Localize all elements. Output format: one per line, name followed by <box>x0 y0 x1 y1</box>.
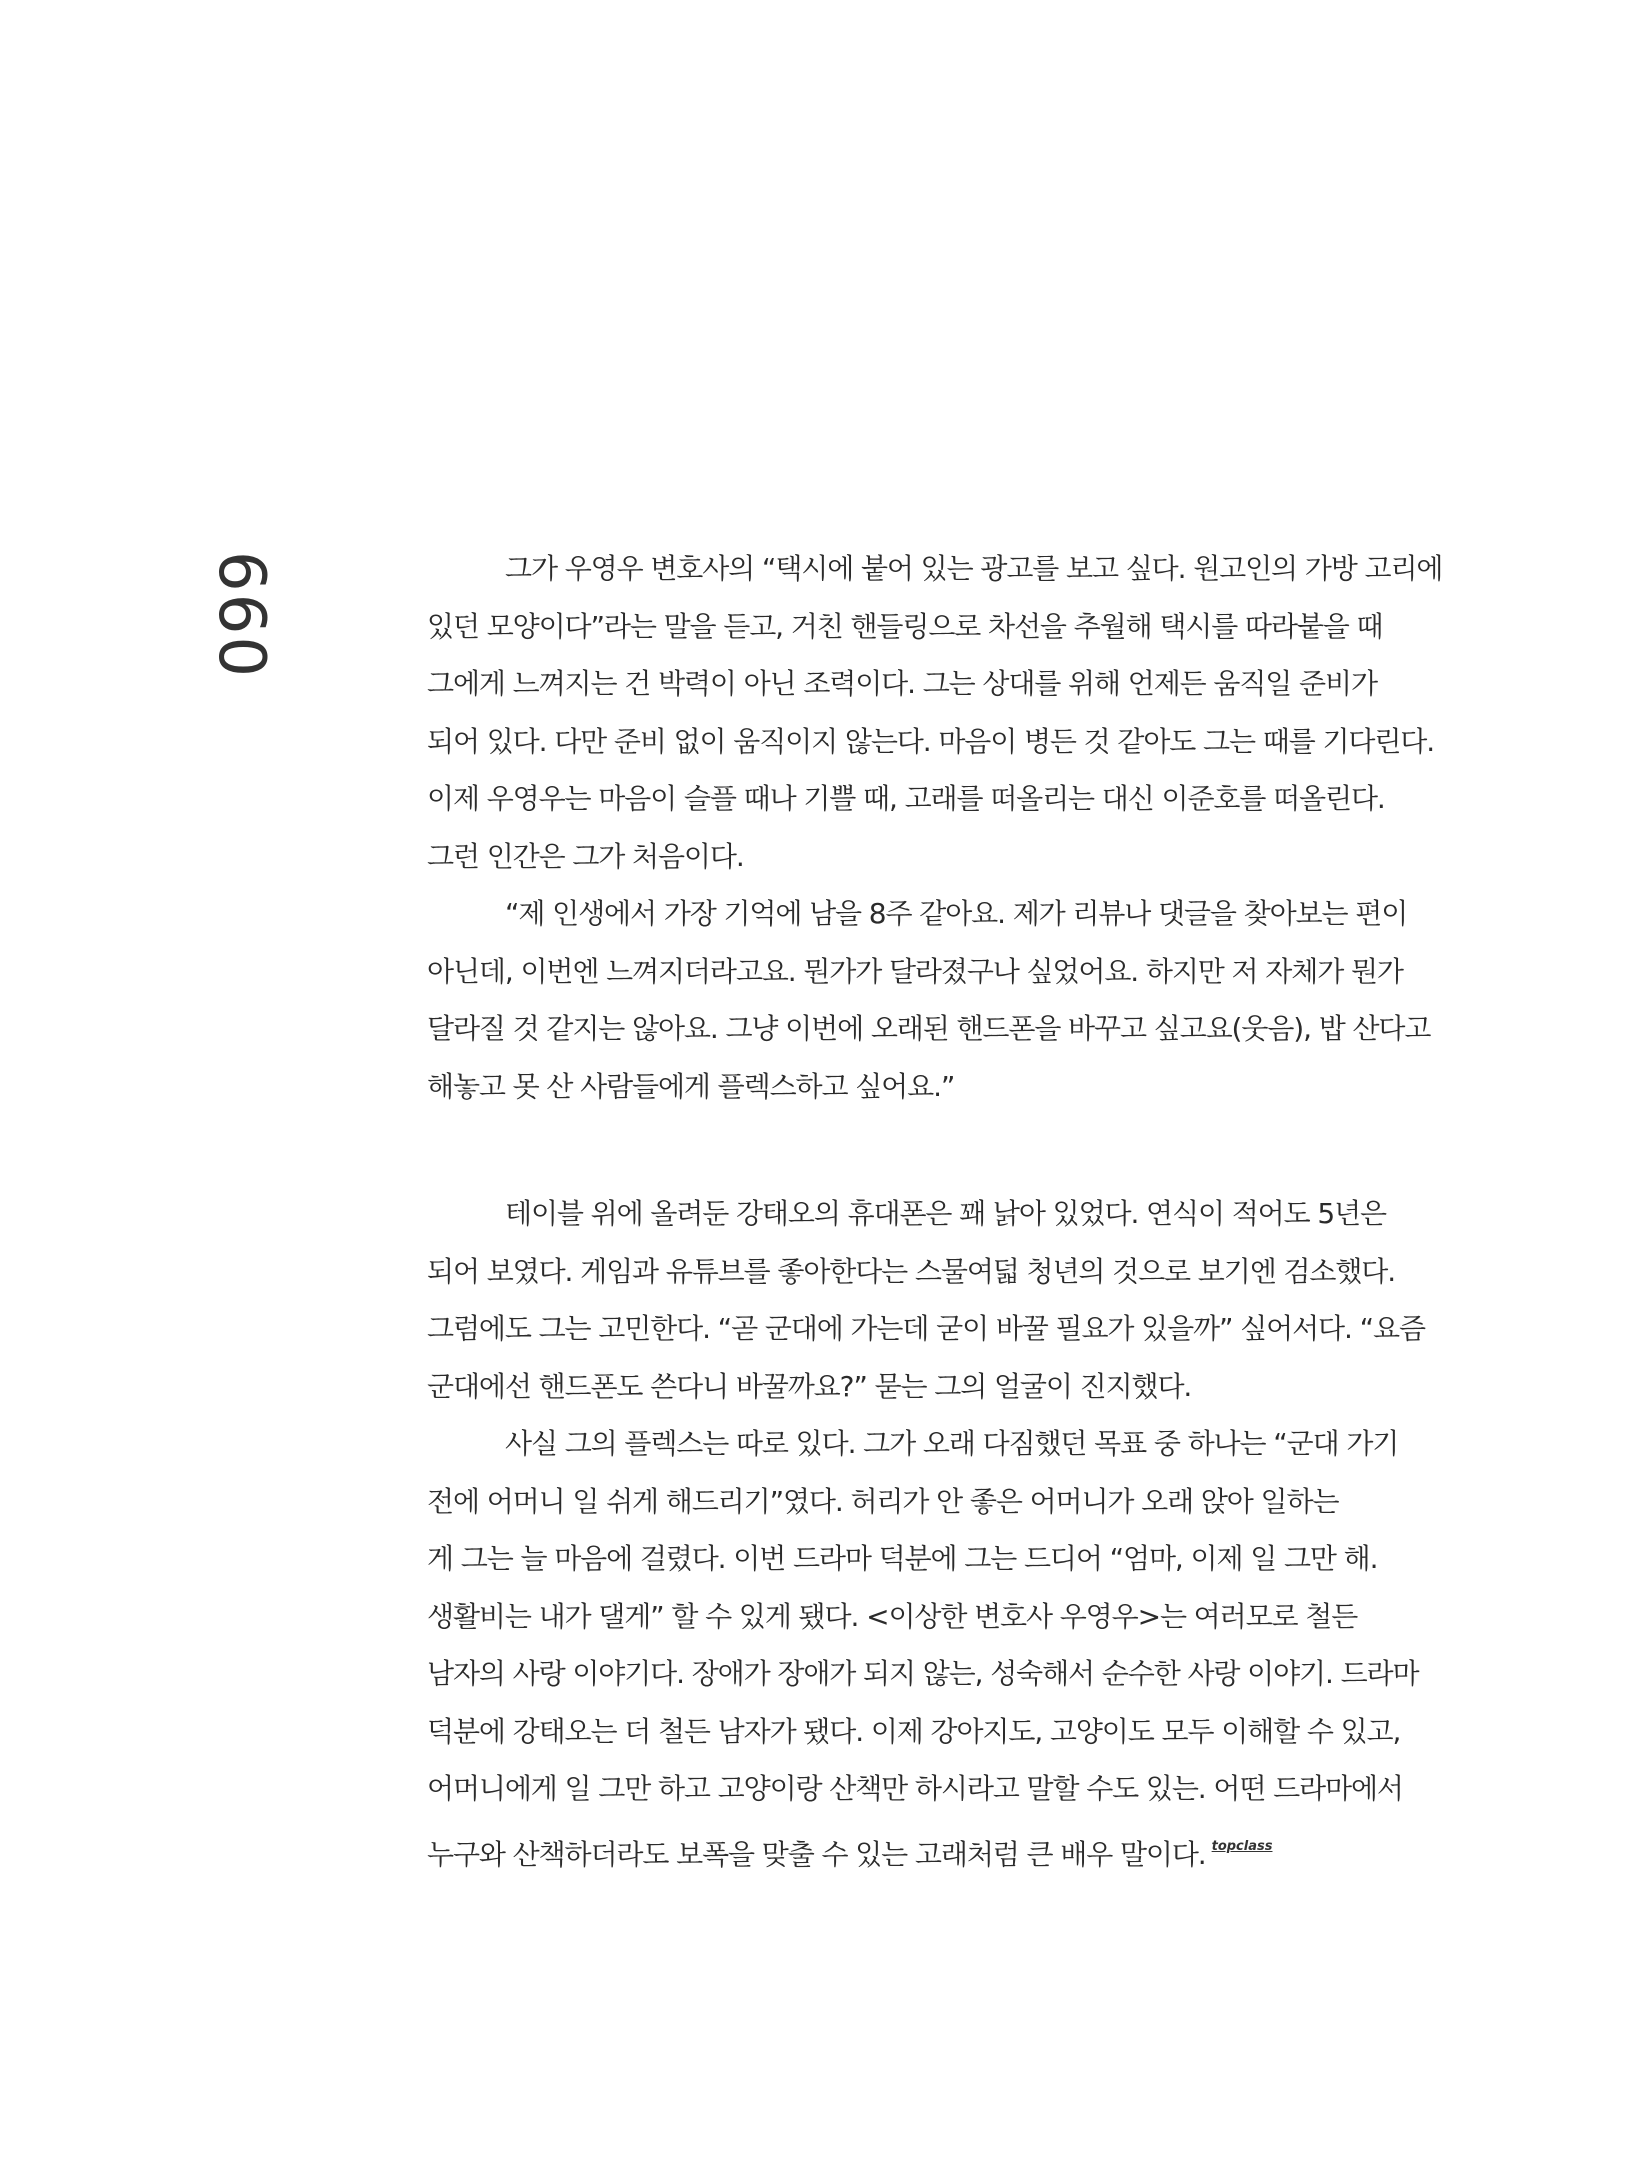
paragraph-line: 그가 우영우 변호사의 “택시에 붙어 있는 광고를 보고 싶다. 원고인의 가방 고리에 <box>505 552 1443 585</box>
paragraph-line: 어머니에게 일 그만 하고 고양이랑 산책만 하시라고 말할 수도 있는. 어떤 드라마에서 <box>427 1772 1403 1805</box>
paragraph-line: 남자의 사랑 이야기다. 장애가 장애가 되지 않는, 성숙해서 순수한 사랑 이야기. 드라마 <box>427 1657 1419 1690</box>
page-number <box>205 550 277 680</box>
paragraph-line: 있던 모양이다”라는 말을 듣고, 거친 핸들링으로 차선을 추월해 택시를 따라붙을 때 <box>427 609 1383 643</box>
article-section-1 <box>427 540 1557 1115</box>
paragraph-line: 게 그는 늘 마음에 걸렸다. 이번 드라마 덕분에 그는 드디어 “엄마, 이제 일 그만 해. <box>427 1542 1378 1575</box>
article-section-2 <box>427 1185 1557 1875</box>
paragraph-line: 군대에선 핸드폰도 쓴다니 바꿀까요?” 묻는 그의 얼굴이 진지했다. <box>427 1369 1192 1403</box>
topclass-end-mark: topclass <box>1211 1838 1273 1854</box>
paragraph-line: 그럼에도 그는 고민한다. “곧 군대에 가는데 굳이 바꿀 필요가 있을까” 싶어서다. “요즘 <box>427 1312 1425 1345</box>
paragraph-line: 그에게 느껴지는 건 박력이 아닌 조력이다. 그는 상대를 위해 언제든 움직일 준비가 <box>427 667 1377 700</box>
article-body <box>427 540 1557 1875</box>
paragraph-line: 되어 보였다. 게임과 유튜브를 좋아한다는 스물여덟 청년의 것으로 보기엔 검소했다. <box>427 1254 1396 1288</box>
page-number-text: 660 <box>204 550 278 680</box>
paragraph-line: 이제 우영우는 마음이 슬플 때나 기쁠 때, 고래를 떠올리는 대신 이준호를 떠올린다. <box>427 782 1385 815</box>
paragraph-line: 생활비는 내가 댈게” 할 수 있게 됐다. <이상한 변호사 우영우>는 여러모로 철든 <box>427 1599 1358 1633</box>
quote-line: 달라질 것 같지는 않아요. 그냥 이번에 오래된 핸드폰을 바꾸고 싶고요(웃음), 밥 산다고 <box>427 1012 1431 1045</box>
paragraph-line: 덕분에 강태오는 더 철든 남자가 됐다. 이제 강아지도, 고양이도 모두 이해할 수 있고, <box>427 1714 1401 1748</box>
quote-line: 해놓고 못 산 사람들에게 플렉스하고 싶어요.” <box>427 1069 955 1103</box>
paragraph-last-line <box>427 1818 1557 1876</box>
last-line-text: 누구와 산책하더라도 보폭을 맞출 수 있는 고래처럼 큰 배우 말이다. <box>427 1837 1206 1871</box>
paragraph-line: 사실 그의 플렉스는 따로 있다. 그가 오래 다짐했던 목표 중 하나는 “군대 가기 <box>505 1427 1399 1460</box>
quote-line: “제 인생에서 가장 기억에 남을 8주 같아요. 제가 리뷰나 댓글을 찾아보는 편이 <box>505 897 1408 930</box>
paragraph-line: 테이블 위에 올려둔 강태오의 휴대폰은 꽤 낡아 있었다. 연식이 적어도 5년은 <box>505 1197 1386 1230</box>
paragraph-line: 그런 인간은 그가 처음이다. <box>427 839 744 873</box>
quote-line: 아닌데, 이번엔 느껴지더라고요. 뭔가가 달라졌구나 싶었어요. 하지만 저 자체가 뭔가 <box>427 954 1403 988</box>
paragraph-line: 전에 어머니 일 쉬게 해드리기”였다. 허리가 안 좋은 어머니가 오래 앉아 일하는 <box>427 1484 1339 1518</box>
paragraph-line: 되어 있다. 다만 준비 없이 움직이지 않는다. 마음이 병든 것 같아도 그는 때를 기다린다. <box>427 724 1435 758</box>
